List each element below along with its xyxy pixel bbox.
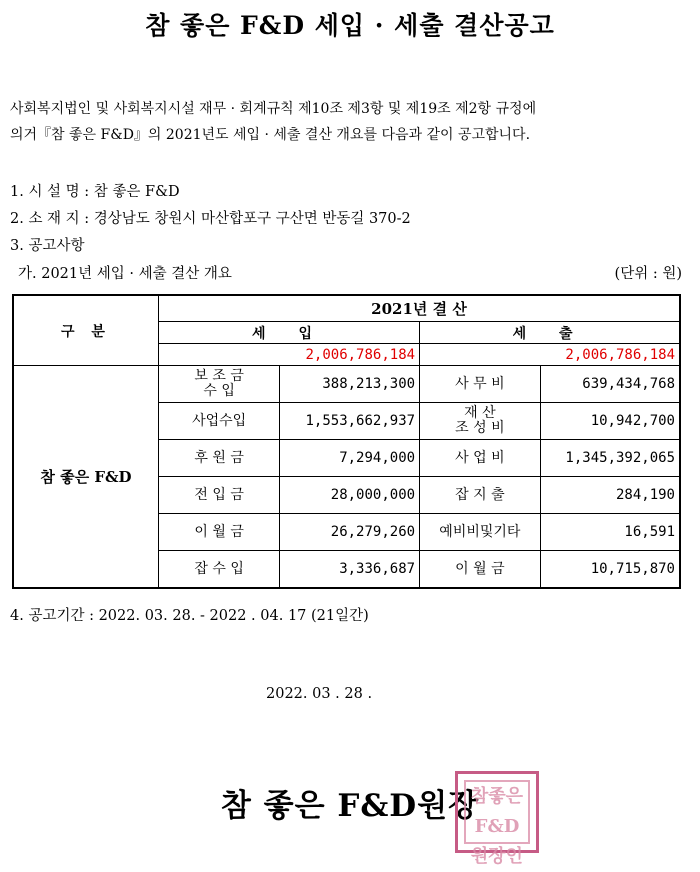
expense-label-text: 사 업 비: [455, 450, 505, 466]
income-total: 2,006,786,184: [158, 344, 419, 366]
intro-line: 의거『참 좋은 F&D』의 2021년도 세입 · 세출 결산 개요를 다음과 같이 공고합니다.: [10, 127, 531, 143]
expense-value: 1,345,392,065: [540, 440, 680, 477]
expense-label: [420, 514, 541, 551]
expense-value: 10,942,700: [540, 403, 680, 440]
income-label-text: 후 원 금: [194, 450, 244, 466]
income-value: 7,294,000: [280, 440, 420, 477]
expense-value: 16,591: [540, 514, 680, 551]
expense-label: [420, 403, 541, 440]
expense-label-text: 재 산: [464, 405, 496, 421]
facility-address: 2. 소 재 지 : 경상남도 창원시 마산합포구 구산면 반동길 370-2: [10, 211, 411, 227]
income-value: 3,336,687: [280, 551, 420, 589]
seal-text: 참좋은F&D원장인: [470, 786, 524, 867]
income-label: [158, 440, 279, 477]
income-label-text: 잡 수 입: [194, 561, 244, 577]
expense-label: [420, 477, 541, 514]
expense-label-text: 이 월 금: [455, 561, 505, 577]
notice-period: 4. 공고기간 : 2022. 03. 28. - 2022 . 04. 17 (21일간): [10, 608, 369, 624]
income-value: 26,279,260: [280, 514, 420, 551]
expense-label-text: 사 무 비: [455, 376, 505, 392]
facility-name: 1. 시 설 명 : 참 좋은 F&D: [10, 184, 180, 200]
intro-line: 사회복지법인 및 사회복지시설 재무 · 회계규칙 제10조 제3항 및 제19조 제2항 규정에: [10, 101, 537, 117]
income-label-text: 보 조 금: [194, 368, 244, 384]
expense-total: 2,006,786,184: [420, 344, 680, 366]
expense-label-text: 조 성 비: [455, 420, 505, 436]
official-seal: [455, 771, 539, 867]
expense-header: 세 출: [420, 322, 680, 344]
expense-value: 639,434,768: [540, 366, 680, 403]
income-value: 388,213,300: [280, 366, 420, 403]
unit-label: (단위 : 원): [614, 266, 682, 282]
income-label: [158, 403, 279, 440]
notice-subheading: 가. 2021년 세입 · 세출 결산 개요: [18, 266, 232, 282]
page-title: 참 좋은 F&D 세입 · 세출 결산공고: [145, 11, 555, 40]
expense-value: 284,190: [540, 477, 680, 514]
intro-paragraph: [10, 96, 694, 148]
income-label: [158, 551, 279, 589]
expense-label: [420, 440, 541, 477]
table-row: [13, 366, 680, 403]
income-value: 28,000,000: [280, 477, 420, 514]
gubun-header: 구 분: [13, 295, 158, 366]
income-label-text: 전 입 금: [194, 487, 244, 503]
expense-label: [420, 551, 541, 589]
expense-label-text: 예비비및기타: [439, 524, 521, 540]
income-label-text: 사업수입: [192, 413, 247, 429]
year-header: 2021년 결 산: [158, 295, 680, 322]
income-label: [158, 514, 279, 551]
income-label: [158, 366, 279, 403]
income-label-text: 이 월 금: [194, 524, 244, 540]
settlement-table: [12, 294, 681, 589]
notice-date: 2022. 03 . 28 .: [266, 686, 373, 702]
income-label: [158, 477, 279, 514]
signature-line: 참 좋은 F&D원장: [220, 788, 480, 824]
expense-value: 10,715,870: [540, 551, 680, 589]
income-label-text: 수 입: [203, 383, 235, 399]
notice-heading: 3. 공고사항: [10, 238, 85, 254]
expense-label: [420, 366, 541, 403]
income-value: 1,553,662,937: [280, 403, 420, 440]
expense-label-text: 잡 지 출: [455, 487, 505, 503]
income-header: 세 입: [158, 322, 419, 344]
row-group-label: 참 좋은 F&D: [13, 366, 158, 589]
